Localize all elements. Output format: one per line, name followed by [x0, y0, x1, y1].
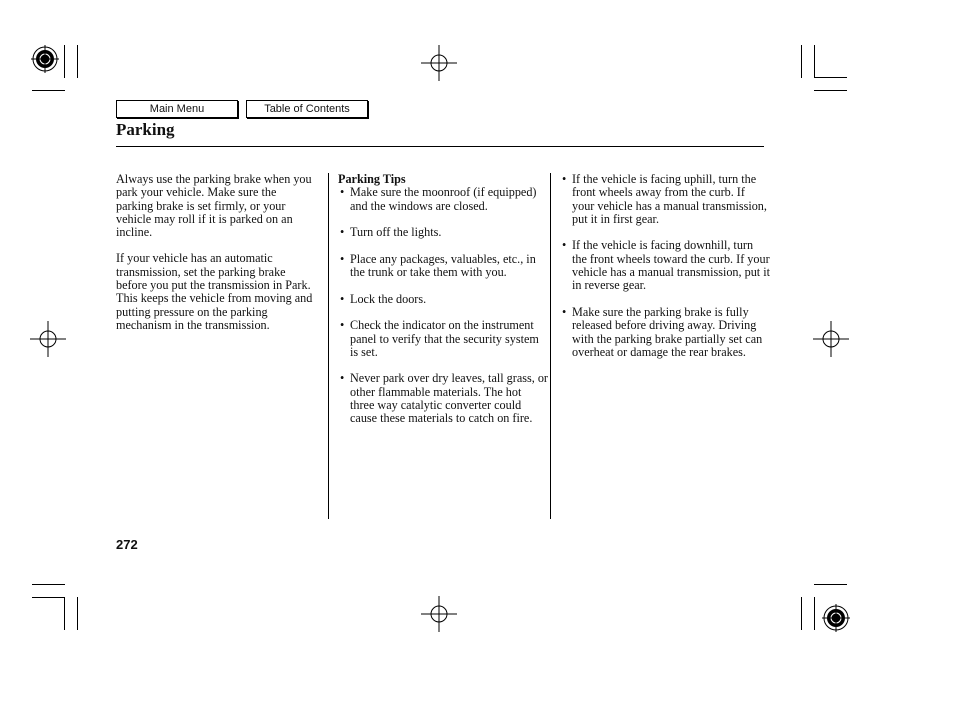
list-item [338, 293, 548, 306]
crosshair-icon [421, 596, 457, 632]
list-item-text: Never park over dry leaves, tall grass, or other flammable materials. The hot three way catalytic converter could cause these materials to catch on fire. [350, 371, 548, 426]
bullet-icon: • [340, 318, 345, 333]
column-divider [328, 173, 329, 519]
column-intro [116, 173, 316, 345]
intro-paragraph: If your vehicle has an automatic transmission, set the parking brake before you put the transmission in Park. This keeps the vehicle from moving and putting pressure on the parking mechanism in the transmission. [116, 251, 313, 332]
bullet-icon: • [340, 251, 345, 266]
bullet-icon: • [340, 185, 345, 200]
column-parking-tips [338, 173, 548, 439]
list-item [338, 319, 548, 359]
bullet-icon: • [562, 304, 567, 319]
list-item-text: If the vehicle is facing downhill, turn the front wheels toward the curb. If your vehicle has a manual transmission, put it in reverse gear. [572, 238, 771, 293]
list-item-text: If the vehicle is facing uphill, turn the front wheels away from the curb. If your vehicle has a manual transmission, put it in first gear. [572, 172, 767, 226]
crosshair-icon [421, 45, 457, 81]
registration-target-icon [30, 44, 60, 74]
crosshair-icon [813, 321, 849, 357]
bullet-icon: • [340, 291, 345, 306]
crosshair-icon [30, 321, 66, 357]
page-number: 272 [116, 537, 138, 552]
list-item [338, 253, 548, 280]
list-item-text: Make sure the parking brake is fully released before driving away. Driving with the parking brake partially set can overheat or damage the rear brakes. [572, 304, 763, 359]
bullet-icon: • [562, 238, 567, 253]
list-item [338, 372, 548, 425]
bullet-icon: • [340, 225, 345, 240]
main-menu-button[interactable]: Main Menu [116, 100, 238, 118]
list-item [560, 173, 770, 226]
page-title: Parking [116, 120, 175, 139]
section-heading: Parking Tips [338, 172, 406, 186]
bullet-icon: • [340, 371, 345, 386]
registration-target-icon [821, 603, 851, 633]
list-item-text: Place any packages, valuables, etc., in the trunk or take them with you. [350, 251, 536, 280]
tips-list [338, 186, 548, 425]
list-item-text: Make sure the moonroof (if equipped) and the windows are closed. [350, 185, 537, 213]
list-item-text: Turn off the lights. [350, 225, 442, 240]
intro-paragraph: Always use the parking brake when you park your vehicle. Make sure the parking brake is set firmly, or your vehicle may roll if it is parked on an incline. [116, 172, 312, 240]
column-parking-tips-continued [560, 173, 770, 372]
list-item [560, 306, 770, 359]
table-of-contents-button[interactable]: Table of Contents [246, 100, 368, 118]
list-item [560, 239, 770, 292]
tips-list [560, 173, 770, 359]
list-item [338, 226, 548, 239]
list-item-text: Lock the doors. [350, 291, 427, 306]
bullet-icon: • [562, 172, 567, 186]
column-divider [550, 173, 551, 519]
list-item-text: Check the indicator on the instrument panel to verify that the security system is set. [350, 318, 539, 359]
title-rule [116, 146, 764, 147]
list-item [338, 186, 548, 213]
